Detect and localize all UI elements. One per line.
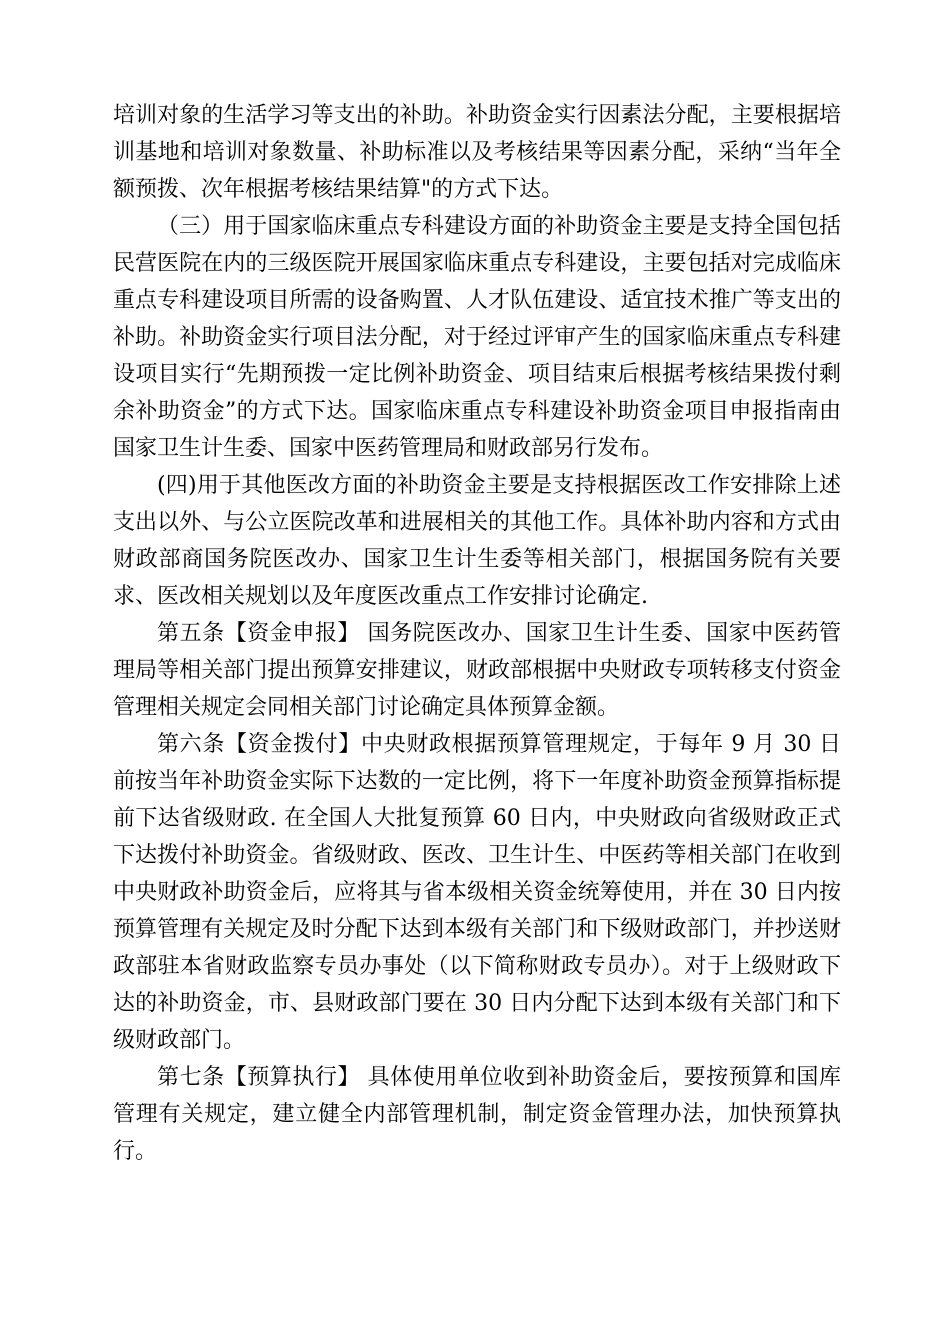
document-body [113, 97, 841, 1170]
paragraph-article-7: 第七条【预算执行】 具体使用单位收到补助资金后，要按预算和国库管理有关规定，建立健全内部管理机制，制定资金管理办法，加快预算执行。 [113, 1065, 841, 1164]
paragraph-article-5: 第五条【资金申报】 国务院医改办、国家卫生计生委、国家中医药管理局等相关部门提出预算安排建议，财政部根据中央财政专项转移支付资金管理相关规定会同相关部门讨论确定具体预算金额。 [113, 621, 841, 720]
paragraph-other-reform: (四)用于其他医改方面的补助资金主要是支持根据医改工作安排除上述支出以外、与公立医院改革和进展相关的其他工作。具体补助内容和方式由财政部商国务院医改办、国家卫生计生委等相关部门，根据国务院有关要求、医改相关规划以及年度医改重点工作安排讨论确定. [113, 473, 841, 609]
paragraph-article-6: 第六条【资金拨付】中央财政根据预算管理规定，于每年 9 月 30 日前按当年补助资金实际下达数的一定比例，将下一年度补助资金预算指标提前下达省级财政. 在全国人大批复预算 60 日内，中央财政向省级财政正式下达拨付补助资金。省级财政、医改、卫生计生、中医药等相关部门在收到中央财政补助资金后，应将其与省本级相关资金统筹使用，并在 30 日内按预算管理有关规定及时分配下达到本级有关部门和下级财政部门，并抄送财政部驻本省财政监察专员办事处（以下简称财政专员办）。对于上级财政下达的补助资金，市、县财政部门要在 30 日内分配下达到本级有关部门和下级财政部门。 [113, 732, 841, 1053]
paragraph-clinical-specialty: （三）用于国家临床重点专科建设方面的补助资金主要是支持全国包括民营医院在内的三级医院开展国家临床重点专科建设，主要包括对完成临床重点专科建设项目所需的设备购置、人才队伍建设、适宜技术推广等支出的补助。补助资金实行项目法分配，对于经过评审产生的国家临床重点专科建设项目实行“先期预拨一定比例补助资金、项目结束后根据考核结果拨付剩余补助资金”的方式下达。国家临床重点专科建设补助资金项目申报指南由国家卫生计生委、国家中医药管理局和财政部另行发布。 [113, 214, 841, 461]
paragraph-training-subsidy: 培训对象的生活学习等支出的补助。补助资金实行因素法分配，主要根据培训基地和培训对象数量、补助标准以及考核结果等因素分配，采纳“当年全额预拨、次年根据考核结果结算"的方式下达。 [113, 103, 841, 202]
